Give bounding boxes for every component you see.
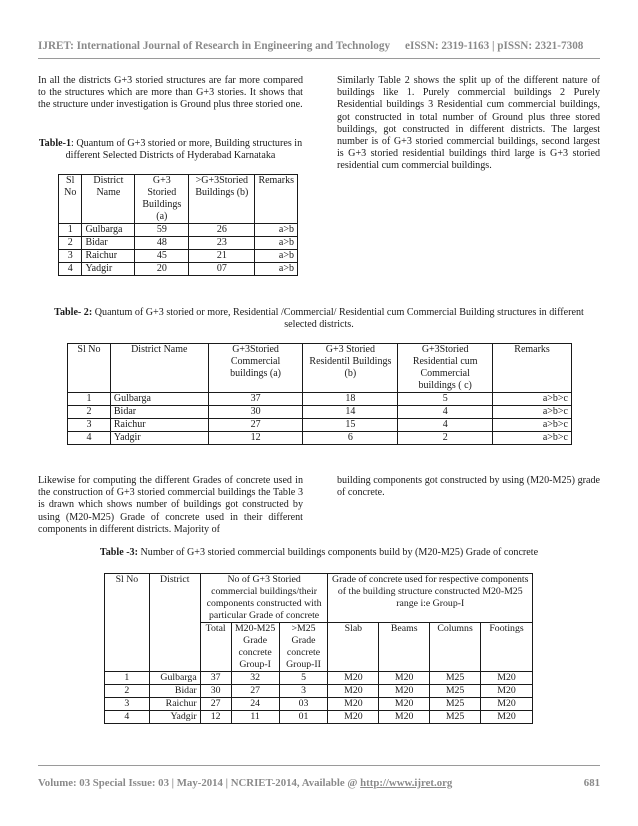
table3-cell: 37	[200, 672, 231, 685]
table3-cell: 01	[279, 711, 328, 724]
table2-header-cell: G+3Storied Residential cum Commercial buildings ( c)	[398, 344, 493, 393]
table1-caption-label: Table-1	[38, 138, 72, 149]
table1-cell: 48	[135, 237, 189, 250]
table2-cell: 6	[303, 432, 398, 445]
table2-cell: Yadgir	[110, 432, 208, 445]
table3-cell: M20	[481, 711, 533, 724]
table3-subheader-cell: Slab	[328, 623, 379, 672]
table1-cell: Bidar	[82, 237, 135, 250]
table3-cell: Raichur	[149, 698, 200, 711]
table3-cell: M20	[379, 711, 430, 724]
intro-paragraph-right: Similarly Table 2 shows the split up of the different nature of buildings like 1. Purely commercial buildings 2 Purely Residential buildings 3 Residential cum commercial buildings, got constructed in total number of Ground plus three stored buildings, got constructed in different districts. The largest number is of G+3 storied commercial buildings, second largest is G+3 storied residential buildings third large is G+3 storied residential cum commercial buildings.	[337, 75, 600, 172]
table2-cell: Bidar	[110, 406, 208, 419]
table3-cell: M20	[481, 698, 533, 711]
table3	[104, 573, 533, 724]
table-row	[68, 419, 572, 432]
table2-cell: 4	[398, 419, 493, 432]
table1-cell: 20	[135, 263, 189, 276]
page-number: 681	[583, 777, 600, 789]
table2-cell: Raichur	[110, 419, 208, 432]
table3-subheader-cell: Columns	[430, 623, 481, 672]
table3-cell: 11	[231, 711, 279, 724]
table3-cell: M25	[430, 698, 481, 711]
table-row	[105, 711, 533, 724]
table1-cell: a>b	[255, 237, 298, 250]
table2-header-row	[68, 344, 572, 393]
table2-header-cell: Remarks	[493, 344, 572, 393]
mid-paragraph-left: Likewise for computing the different Grades of concrete used in the construction of G+3 storied commercial buildings the Table 3 is drawn which shows number of buildings got constructed by using (M20-M25) Grade of concrete used in their different components in different districts. Majority of	[38, 475, 303, 535]
table3-caption	[38, 547, 600, 559]
table-row	[59, 263, 298, 276]
table2-caption-label: Table- 2:	[54, 307, 93, 318]
table-row	[68, 393, 572, 406]
table2-cell: 37	[208, 393, 303, 406]
page-footer	[38, 777, 600, 789]
table2-header-cell: District Name	[110, 344, 208, 393]
table3-cell: 3	[105, 698, 150, 711]
table3-cell: M25	[430, 685, 481, 698]
table2-cell: 3	[68, 419, 111, 432]
table3-cell: M20	[379, 672, 430, 685]
table1-cell: 07	[189, 263, 255, 276]
table2-cell: 27	[208, 419, 303, 432]
table1-cell: a>b	[255, 224, 298, 237]
mid-paragraph-right: building components got constructed by using (M20-M25) grade of concrete.	[337, 475, 600, 499]
table1-cell: 45	[135, 250, 189, 263]
table1-header-cell: Remarks	[255, 175, 298, 224]
table-row	[59, 250, 298, 263]
table-row	[105, 672, 533, 685]
table3-cell: M20	[328, 672, 379, 685]
table2-cell: a>b>c	[493, 393, 572, 406]
table1-cell: Yadgir	[82, 263, 135, 276]
table-row	[59, 237, 298, 250]
table1-cell: Gulbarga	[82, 224, 135, 237]
intro-paragraph-left: In all the districts G+3 storied structures are far more compared to the structures which are more than G+3 stories. It shows that the structure under investigation is Ground plus three storied one.	[38, 75, 303, 111]
header-rule	[38, 58, 600, 59]
table3-cell: Bidar	[149, 685, 200, 698]
journal-header	[38, 40, 600, 52]
table2-cell: 2	[68, 406, 111, 419]
table2-cell: 15	[303, 419, 398, 432]
table3-cell: M20	[328, 711, 379, 724]
table3-cell: 32	[231, 672, 279, 685]
table1-cell: a>b	[255, 250, 298, 263]
table1-cell: 23	[189, 237, 255, 250]
table3-subheader-cell: >M25 Grade concrete Group-II	[279, 623, 328, 672]
table1-header-cell: >G+3Storied Buildings (b)	[189, 175, 255, 224]
table1-cell: 1	[59, 224, 82, 237]
table2-cell: a>b>c	[493, 432, 572, 445]
table3-subheader-cell: Footings	[481, 623, 533, 672]
table3-caption-label: Table -3:	[99, 547, 138, 558]
table-row	[105, 698, 533, 711]
table1-cell: 21	[189, 250, 255, 263]
table2-cell: 14	[303, 406, 398, 419]
table2-cell: a>b>c	[493, 406, 572, 419]
table2-header-cell: G+3 Storied Residentil Buildings (b)	[303, 344, 398, 393]
table3-cell: 03	[279, 698, 328, 711]
table2-cell: 5	[398, 393, 493, 406]
table2-caption	[38, 307, 600, 331]
table3-cell: 5	[279, 672, 328, 685]
table1-cell: 3	[59, 250, 82, 263]
table3-subheader-cell: Beams	[379, 623, 430, 672]
table3-cell: 12	[200, 711, 231, 724]
table3-header-group2: Grade of concrete used for respective components of the building structure constructed M20-M25 range i:e Group-I	[328, 574, 533, 623]
table1-cell: Raichur	[82, 250, 135, 263]
footer-text: Volume: 03 Special Issue: 03 | May-2014 | NCRIET-2014, Available @	[38, 777, 361, 789]
table3-header-row	[105, 574, 533, 623]
table3-subheader-cell: M20-M25 Grade concrete Group-I	[231, 623, 279, 672]
table-row	[59, 224, 298, 237]
table1-header-cell: District Name	[82, 175, 135, 224]
table2-cell: 30	[208, 406, 303, 419]
table3-cell: M20	[379, 685, 430, 698]
table1-cell: 59	[135, 224, 189, 237]
table3-subheader-cell: Total	[200, 623, 231, 672]
table2-cell: 1	[68, 393, 111, 406]
table3-cell: 30	[200, 685, 231, 698]
table1	[58, 174, 298, 276]
table3-header-cell: Sl No	[105, 574, 150, 672]
table2-cell: Gulbarga	[110, 393, 208, 406]
journal-title: IJRET: International Journal of Research in Engineering and Technology	[38, 40, 391, 52]
table3-cell: 27	[231, 685, 279, 698]
table1-cell: 4	[59, 263, 82, 276]
table2-cell: a>b>c	[493, 419, 572, 432]
table2-cell: 2	[398, 432, 493, 445]
table3-header-group1: No of G+3 Storied commercial buildings/their components constructed with particular Grade of concrete	[200, 574, 328, 623]
table2-cell: 4	[68, 432, 111, 445]
table3-cell: M20	[481, 672, 533, 685]
table2-caption-text: Quantum of G+3 storied or more, Residential /Commercial/ Residential cum Commercial Building structures in different selected districts.	[92, 307, 584, 331]
table3-cell: M25	[430, 672, 481, 685]
table2-header-cell: G+3Storied Commercial buildings (a)	[208, 344, 303, 393]
table2-cell: 4	[398, 406, 493, 419]
table1-header-cell: G+3 Storied Buildings (a)	[135, 175, 189, 224]
journal-link[interactable]: http://www.ijret.org	[360, 777, 453, 789]
table3-cell: M20	[328, 698, 379, 711]
issn: eISSN: 2319-1163 | pISSN: 2321-7308	[405, 40, 584, 52]
table1-cell: a>b	[255, 263, 298, 276]
table3-cell: 2	[105, 685, 150, 698]
table2-header-cell: Sl No	[68, 344, 111, 393]
table3-cell: 4	[105, 711, 150, 724]
table3-cell: M20	[481, 685, 533, 698]
table3-cell: Gulbarga	[149, 672, 200, 685]
table1-header-row	[59, 175, 298, 224]
table1-header-cell: Sl No	[59, 175, 82, 224]
table1-cell: 26	[189, 224, 255, 237]
table3-cell: Yadgir	[149, 711, 200, 724]
table3-cell: M20	[379, 698, 430, 711]
table3-cell: 1	[105, 672, 150, 685]
table2-cell: 12	[208, 432, 303, 445]
table3-cell: 27	[200, 698, 231, 711]
table-row	[68, 406, 572, 419]
table1-caption	[38, 138, 303, 162]
table3-cell: 3	[279, 685, 328, 698]
table2-cell: 18	[303, 393, 398, 406]
table-row	[68, 432, 572, 445]
footer-rule	[38, 765, 600, 766]
table3-cell: M25	[430, 711, 481, 724]
table-row	[105, 685, 533, 698]
table1-caption-text: : Quantum of G+3 storied or more, Building structures in different Selected Districts of Hyderabad Karnataka	[65, 138, 303, 162]
table2	[67, 343, 572, 445]
table3-cell: M20	[328, 685, 379, 698]
table3-header-cell: District	[149, 574, 200, 672]
table3-cell: 24	[231, 698, 279, 711]
table1-cell: 2	[59, 237, 82, 250]
table3-caption-text: Number of G+3 storied commercial buildings components build by (M20-M25) Grade of concrete	[137, 547, 539, 558]
